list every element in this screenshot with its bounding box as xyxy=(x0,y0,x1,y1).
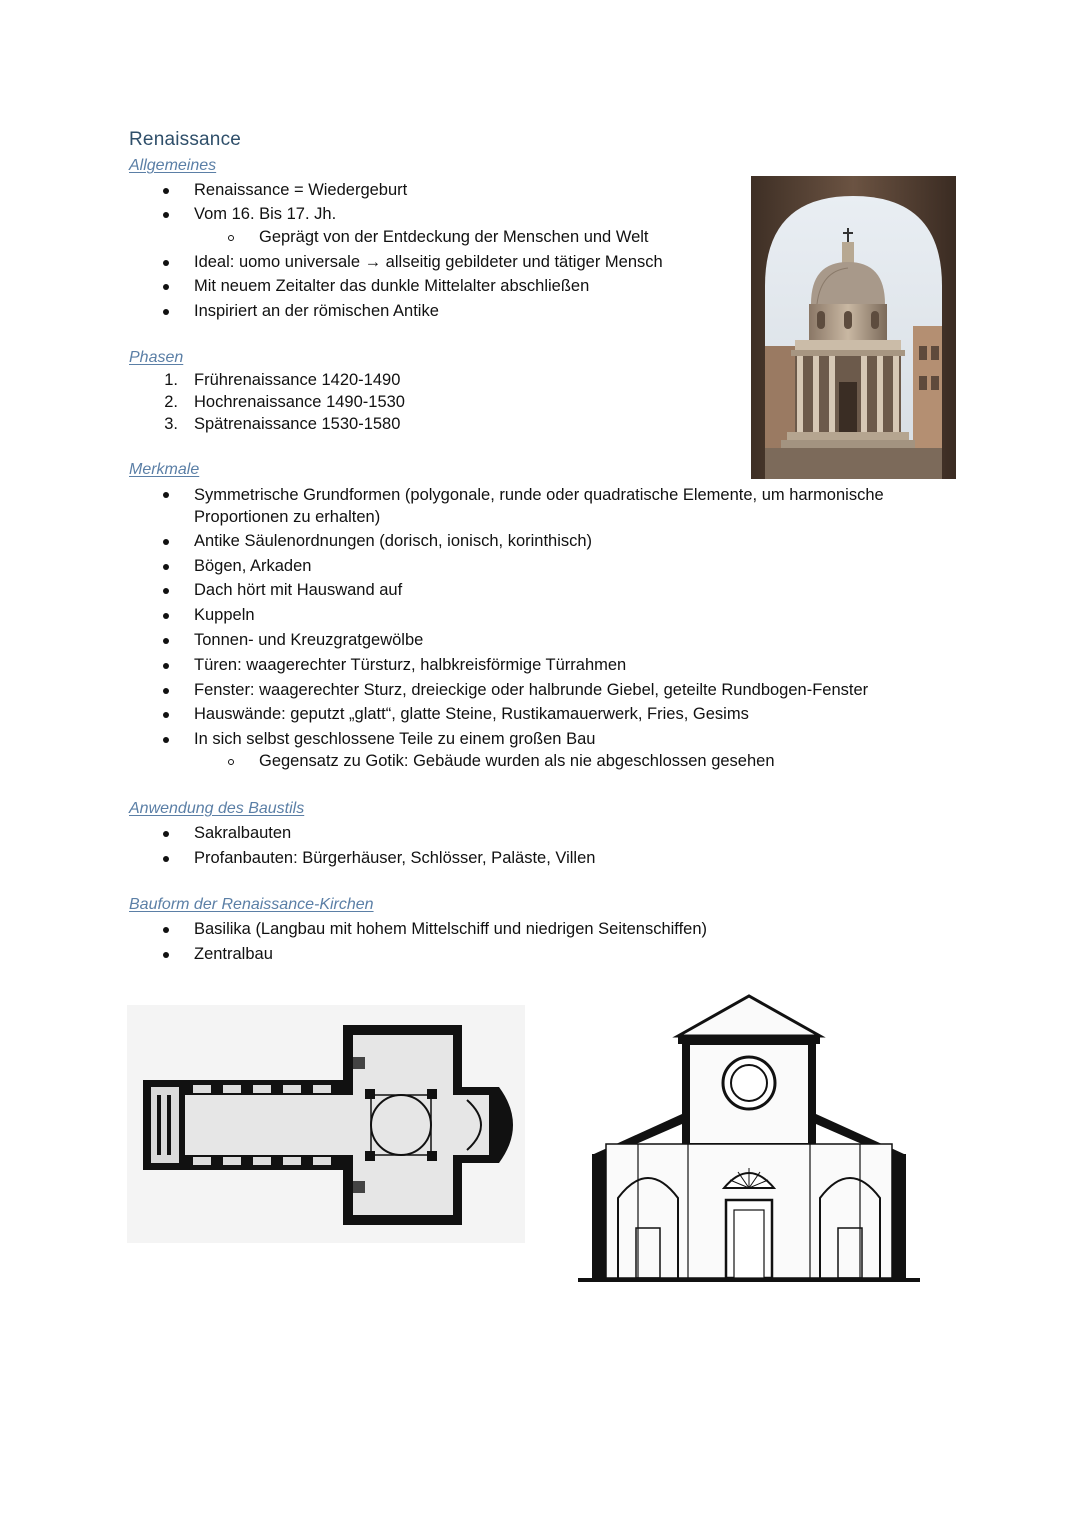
list-item: Symmetrische Grundformen (polygonale, runde oder quadratische Elemente, um harmonische xyxy=(194,486,884,504)
list-item: Hauswände: geputzt „glatt“, glatte Steine, Rustikamauerwerk, Fries, Gesims xyxy=(194,705,749,723)
bullet-icon xyxy=(163,492,169,498)
page-title: Renaissance xyxy=(129,129,242,150)
section-heading-merkmale: Merkmale xyxy=(129,461,200,478)
list-item: Ideal: uomo universale → allseitig gebildeter und tätiger Mensch xyxy=(194,253,663,271)
list-item: Vom 16. Bis 17. Jh. xyxy=(194,205,337,223)
section-heading-phasen: Phasen xyxy=(129,349,184,366)
list-item: Profanbauten: Bürgerhäuser, Schlösser, Paläste, Villen xyxy=(194,849,596,867)
bullet-icon xyxy=(163,712,169,718)
list-item: Türen: waagerechter Türsturz, halbkreisförmige Türrahmen xyxy=(194,656,627,674)
bullet-icon xyxy=(163,212,169,218)
bullet-icon xyxy=(163,831,169,837)
list-item: Antike Säulenordnungen (dorisch, ionisch, korinthisch) xyxy=(194,532,593,550)
list-item: Dach hört mit Hauswand auf xyxy=(194,581,403,599)
list-item: Inspiriert an der römischen Antike xyxy=(194,302,439,320)
section-heading-allgemeines: Allgemeines xyxy=(129,157,217,174)
list-item: In sich selbst geschlossene Teile zu einem großen Bau xyxy=(194,730,596,748)
list-item: Renaissance = Wiedergeburt xyxy=(194,181,408,199)
section-heading-bauform: Bauform der Renaissance-Kirchen xyxy=(129,896,374,913)
bullet-icon xyxy=(163,737,169,743)
bullet-icon xyxy=(163,284,169,290)
list-item: Spätrenaissance 1530-1580 xyxy=(194,415,401,433)
list-item-continuation: Proportionen zu erhalten) xyxy=(194,508,381,526)
sub-list-item: Geprägt von der Entdeckung der Menschen und Welt xyxy=(259,228,649,246)
list-item: Basilika (Langbau mit hohem Mittelschiff und niedrigen Seitenschiffen) xyxy=(194,920,708,938)
bullet-icon xyxy=(163,927,169,933)
sub-bullet-icon xyxy=(228,235,234,241)
list-item: Mit neuem Zeitalter das dunkle Mittelalter abschließen xyxy=(194,277,590,295)
section-heading-anwendung: Anwendung des Baustils xyxy=(129,800,305,817)
bullet-icon xyxy=(163,856,169,862)
bullet-icon xyxy=(163,188,169,194)
list-item: Kuppeln xyxy=(194,606,255,624)
list-number: 2. xyxy=(164,393,178,411)
list-item: Tonnen- und Kreuzgratgewölbe xyxy=(194,631,424,649)
list-item: Bögen, Arkaden xyxy=(194,557,312,575)
bullet-icon xyxy=(163,564,169,570)
sub-list-item: Gegensatz zu Gotik: Gebäude wurden als nie abgeschlossen gesehen xyxy=(259,752,775,770)
list-number: 3. xyxy=(164,415,178,433)
list-item: Frührenaissance 1420-1490 xyxy=(194,371,401,389)
bullet-icon xyxy=(163,539,169,545)
list-item: Fenster: waagerechter Sturz, dreieckige oder halbrunde Giebel, geteilte Rundbogen-Fenster xyxy=(194,681,869,699)
tempietto-photo xyxy=(751,176,956,479)
list-item: Sakralbauten xyxy=(194,824,292,842)
list-number: 1. xyxy=(164,371,178,389)
bullet-icon xyxy=(163,663,169,669)
list-item: Zentralbau xyxy=(194,945,273,963)
bullet-icon xyxy=(163,588,169,594)
bullet-icon xyxy=(163,260,169,266)
bullet-icon xyxy=(163,688,169,694)
sub-bullet-icon xyxy=(228,759,234,765)
basilica-floor-plan xyxy=(127,1005,525,1243)
bullet-icon xyxy=(163,638,169,644)
bullet-icon xyxy=(163,952,169,958)
bullet-icon xyxy=(163,613,169,619)
church-facade-drawing xyxy=(578,988,920,1286)
bullet-icon xyxy=(163,309,169,315)
list-item: Hochrenaissance 1490-1530 xyxy=(194,393,405,411)
